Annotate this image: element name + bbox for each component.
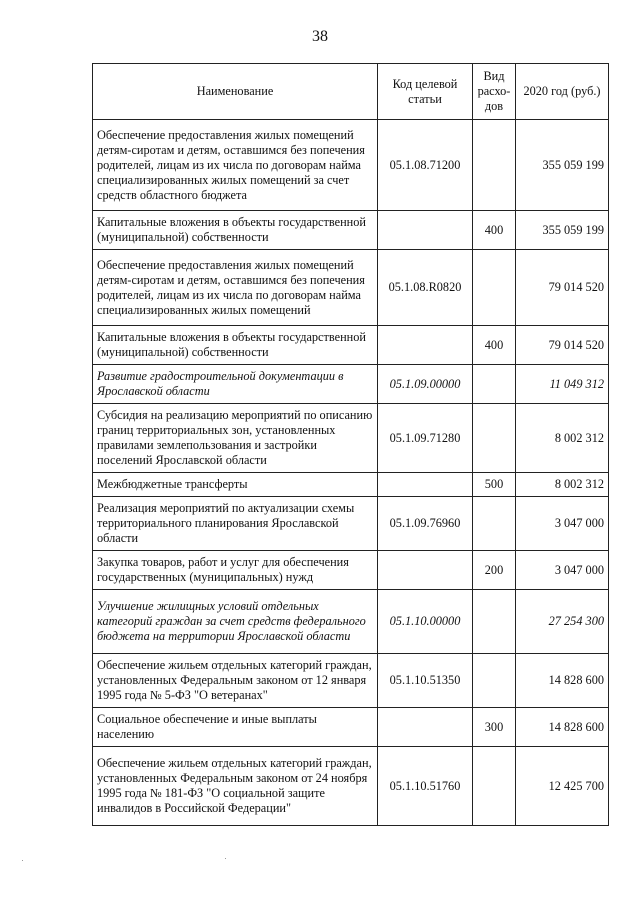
table-row [93,250,609,326]
row-vid: 200 [473,551,516,590]
row-code: 05.1.08.R0820 [378,250,473,326]
row-name: Развитие градостроительной документации в Ярославской области [93,365,378,404]
header-amount: 2020 год (руб.) [516,64,609,120]
row-vid [473,747,516,826]
row-amount: 8 002 312 [516,404,609,473]
row-amount: 355 059 199 [516,120,609,211]
row-code: 05.1.10.00000 [378,590,473,654]
row-amount: 12 425 700 [516,747,609,826]
budget-table [92,63,609,826]
header-vid: Вид расхо-дов [473,64,516,120]
table-row [93,326,609,365]
page-number: 38 [312,28,328,45]
row-vid: 400 [473,326,516,365]
table-row [93,404,609,473]
row-amount: 27 254 300 [516,590,609,654]
row-amount: 8 002 312 [516,473,609,497]
row-code [378,211,473,250]
table-header-row [93,64,609,120]
row-name: Обеспечение жильем отдельных категорий граждан, установленных Федеральным законом от 12 января 1995 года № 5-ФЗ "О ветеранах" [93,654,378,708]
row-vid: 300 [473,708,516,747]
row-vid [473,590,516,654]
row-code: 05.1.10.51350 [378,654,473,708]
row-vid [473,497,516,551]
table-row [93,654,609,708]
table-row [93,365,609,404]
row-vid [473,404,516,473]
row-name: Обеспечение предоставления жилых помещений детям-сиротам и детям, оставшимся без попечения родителей, лицам из их числа по договорам найма специализированных жилых помещений [93,250,378,326]
row-amount: 355 059 199 [516,211,609,250]
row-amount: 3 047 000 [516,497,609,551]
table-row [93,211,609,250]
row-amount: 79 014 520 [516,326,609,365]
row-code: 05.1.08.71200 [378,120,473,211]
row-amount: 11 049 312 [516,365,609,404]
row-amount: 14 828 600 [516,654,609,708]
row-vid: 500 [473,473,516,497]
table-row [93,120,609,211]
row-name: Реализация мероприятий по актуализации схемы территориального планирования Ярославской области [93,497,378,551]
table-row [93,473,609,497]
row-name: Улучшение жилищных условий отдельных категорий граждан за счет средств федерального бюджета на территории Ярославской области [93,590,378,654]
table-row [93,747,609,826]
row-name: Обеспечение жильем отдельных категорий граждан, установленных Федеральным законом от 24 ноября 1995 года № 181-ФЗ "О социальной защите инвалидов в Российской Федерации" [93,747,378,826]
row-code [378,551,473,590]
row-amount: 3 047 000 [516,551,609,590]
header-code: Код целевой статьи [378,64,473,120]
row-name: Социальное обеспечение и иные выплаты населению [93,708,378,747]
table-row [93,708,609,747]
row-name: Закупка товаров, работ и услуг для обеспечения государственных (муниципальных) нужд [93,551,378,590]
row-code: 05.1.10.51760 [378,747,473,826]
header-name: Наименование [93,64,378,120]
row-vid [473,654,516,708]
row-name: Субсидия на реализацию мероприятий по описанию границ территориальных зон, установленных правилами землепользования и застройки поселений Ярославской области [93,404,378,473]
row-vid [473,250,516,326]
table-row [93,497,609,551]
row-code [378,326,473,365]
row-amount: 14 828 600 [516,708,609,747]
row-code [378,708,473,747]
row-code: 05.1.09.00000 [378,365,473,404]
row-name: Обеспечение предоставления жилых помещений детям-сиротам и детям, оставшимся без попечения родителей, лицам из их числа по договорам найма специализированных жилых помещений за счет средств областного бюджета [93,120,378,211]
row-name: Капитальные вложения в объекты государственной (муниципальной) собственности [93,211,378,250]
row-code [378,473,473,497]
row-vid [473,120,516,211]
row-code: 05.1.09.71280 [378,404,473,473]
scan-speck [22,860,23,861]
row-vid [473,365,516,404]
row-vid: 400 [473,211,516,250]
row-name: Капитальные вложения в объекты государственной (муниципальной) собственности [93,326,378,365]
row-name: Межбюджетные трансферты [93,473,378,497]
table-row [93,590,609,654]
row-amount: 79 014 520 [516,250,609,326]
scan-speck [225,858,226,859]
row-code: 05.1.09.76960 [378,497,473,551]
table-row [93,551,609,590]
